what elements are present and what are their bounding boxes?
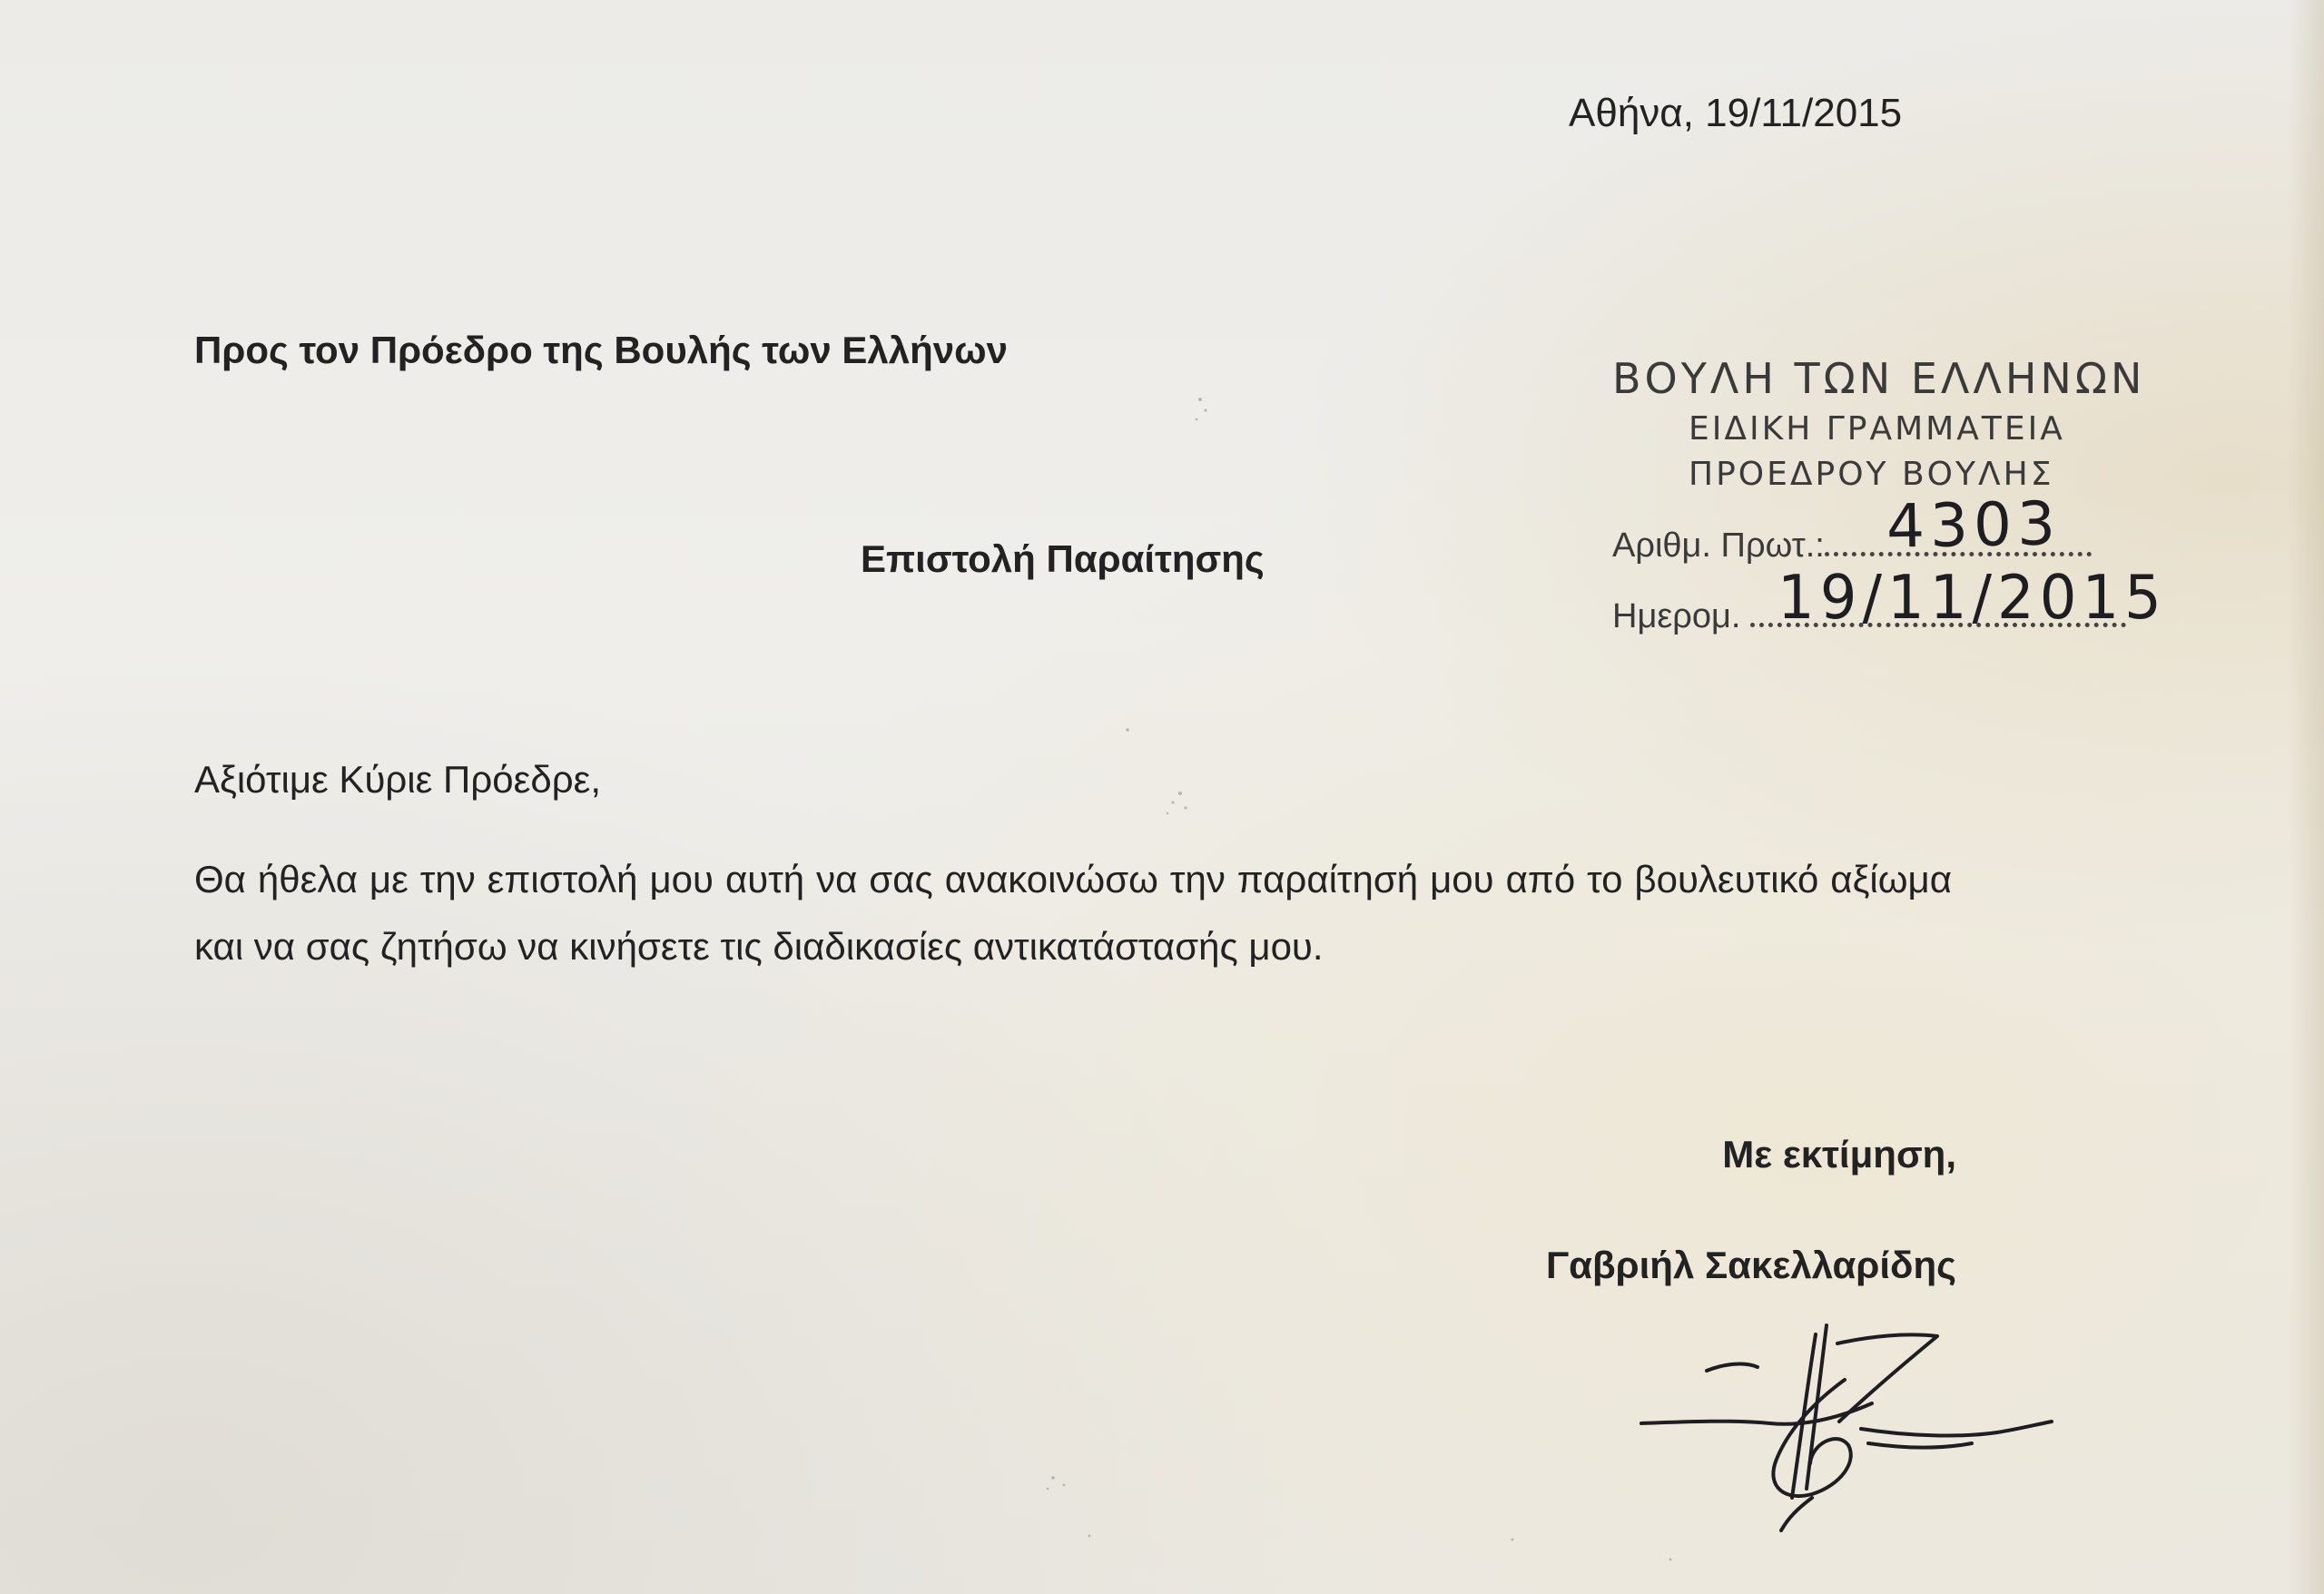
stamp-office: ΠΡΟΕΔΡΟΥ ΒΟΥΛΗΣ [1689,456,2054,493]
handwritten-signature-icon [1634,1316,2061,1534]
stamp-department: ΕΙΔΙΚΗ ΓΡΑΜΜΑΤΕΙΑ [1689,410,2065,448]
recipient-line: Προς τον Πρόεδρο της Βουλής των Ελλήνων [194,329,1008,371]
signer-name: Γαβριήλ Σακελλαρίδης [1545,1244,1956,1286]
stamp-protocol-label: Αριθμ. Πρωτ.: [1612,526,1825,565]
letter-date: Αθήνα, 19/11/2015 [1569,91,1903,135]
stamp-date-label: Ημερομ. [1612,597,1741,635]
closing-line: Με εκτίμηση, [1722,1133,1956,1176]
letter-body: Θα ήθελα με την επιστολή μου αυτή να σας ανακοινώσω την παραίτησή μου από το βουλευτικό αξίωμα και να σας ζητήσω να κινήσετε τις διαδικασίες αντικατάστασής μου. [194,858,1952,968]
salutation: Αξιότιμε Κύριε Πρόεδρε, [194,758,601,801]
handwritten-stamp-date: 19/11/2015 [1777,563,2167,634]
letter-subject: Επιστολή Παραίτησης [861,537,1265,580]
stamp-organization: ΒΟΥΛΗ ΤΩΝ ΕΛΛΗΝΩΝ [1612,354,2146,403]
handwritten-protocol-number: 4303 [1886,488,2062,562]
